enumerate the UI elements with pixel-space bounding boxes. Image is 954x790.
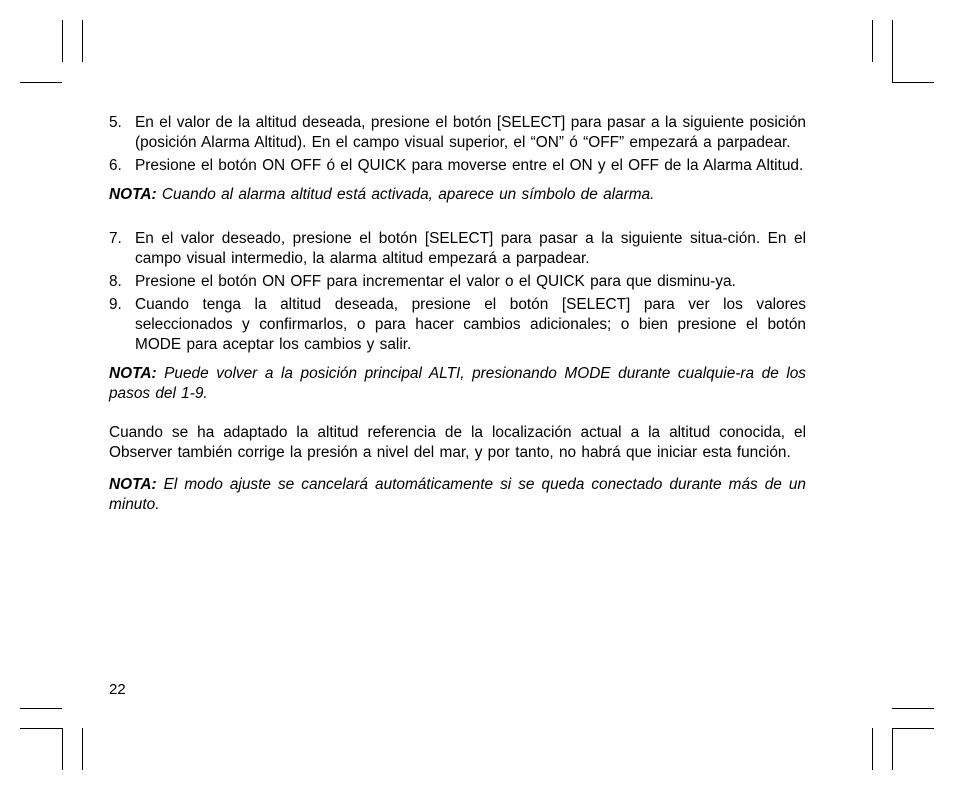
list-item-number: 7.: [109, 230, 122, 247]
list-item: [109, 229, 806, 269]
crop-mark-top-right-outer: [892, 20, 893, 82]
crop-mark-top-left-horizontal: [20, 82, 62, 83]
list-item: [109, 295, 806, 355]
instruction-list-a: [109, 113, 806, 176]
page-content: [109, 113, 806, 515]
list-item: [109, 272, 806, 292]
list-item: [109, 113, 806, 153]
crop-mark-bottom-left-outer: [62, 728, 63, 770]
list-item-number: 9.: [109, 296, 122, 313]
crop-mark-top-left-inner: [82, 20, 83, 62]
instruction-list-b: [109, 229, 806, 355]
note-label: NOTA:: [109, 186, 157, 203]
note-label: NOTA:: [109, 365, 157, 382]
note-label: NOTA:: [109, 476, 157, 493]
list-item-text: En el valor deseado, presione el botón [SELECT] para pasar a la siguiente situa-ción. En el campo visual intermedio, la alarma altitud empezará a parpadear.: [135, 230, 806, 267]
crop-mark-bottom-left-corner: [20, 728, 62, 729]
crop-mark-top-right-inner: [872, 20, 873, 62]
page-number: 22: [109, 681, 126, 698]
list-item-number: 6.: [109, 157, 122, 174]
list-item-text: Presione el botón ON OFF ó el QUICK para moverse entre el ON y el OFF de la Alarma Altitud.: [135, 157, 804, 174]
list-item-text: Cuando tenga la altitud deseada, presione el botón [SELECT] para ver los valores seleccionados y confirmarlos, o para hacer cambios adicionales; o bien presione el botón MODE para aceptar los cambios y salir.: [135, 296, 806, 353]
crop-mark-bottom-left-horizontal: [20, 708, 62, 709]
body-paragraph: Cuando se ha adaptado la altitud referencia de la localización actual a la altitud conocida, el Observer también corrige la presión a nivel del mar, y por tanto, no habrá que iniciar esta función.: [109, 424, 806, 461]
note-text: Puede volver a la posición principal ALTI, presionando MODE durante cualquie-ra de los pasos del 1-9.: [109, 365, 806, 402]
crop-mark-bottom-right-outer: [892, 728, 893, 770]
crop-mark-top-left-outer: [62, 20, 63, 62]
list-item-number: 8.: [109, 273, 122, 290]
list-item: [109, 156, 806, 176]
note-text: El modo ajuste se cancelará automáticamente si se queda conectado durante más de un minuto.: [109, 476, 806, 513]
crop-mark-top-right-horizontal: [892, 82, 934, 83]
crop-mark-bottom-right-corner: [892, 728, 934, 729]
list-item-text: En el valor de la altitud deseada, presione el botón [SELECT] para pasar a la siguiente posición (posición Alarma Altitud). En el campo visual superior, el “ON” ó “OFF” empezará a parpadear.: [135, 114, 806, 151]
crop-mark-bottom-left-inner: [82, 728, 83, 770]
crop-mark-bottom-right-horizontal: [892, 708, 934, 709]
list-item-text: Presione el botón ON OFF para incrementar el valor o el QUICK para que disminu-ya.: [135, 273, 736, 290]
note-alarm-symbol: [109, 185, 806, 205]
note-timeout: [109, 475, 806, 515]
note-return-alti: [109, 364, 806, 404]
list-item-number: 5.: [109, 114, 122, 131]
note-text: Cuando al alarma altitud está activada, aparece un símbolo de alarma.: [161, 186, 655, 203]
crop-mark-bottom-right-inner: [872, 728, 873, 770]
